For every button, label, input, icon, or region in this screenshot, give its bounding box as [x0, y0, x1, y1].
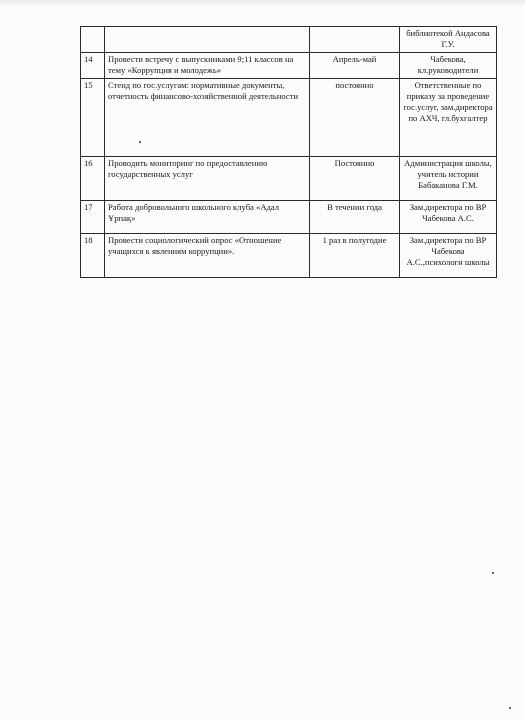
event-description: Работа добровольного школьного клуба «Адал Ұрпақ» — [105, 201, 310, 234]
table-row — [81, 201, 497, 234]
table-row — [81, 27, 497, 53]
event-term: 1 раз в полугодие — [310, 234, 400, 278]
table-row — [81, 79, 497, 157]
event-responsible: Зам.директора по ВР Чабекова А.С.,психологи школы — [400, 234, 497, 278]
scan-speck — [509, 707, 511, 709]
event-description: Провести встречу с выпускниками 9;11 классов на тему «Коррупция и молодежь» — [105, 53, 310, 79]
event-description — [105, 27, 310, 53]
event-term: постоянно — [310, 79, 400, 157]
event-responsible: Администрация школы, учитель истории Бабаканова Г.М. — [400, 157, 497, 201]
event-description: Стенд по гос.услугам: нормативные документы, отчетность финансово-хозяйственной деятельности — [105, 79, 310, 157]
event-term: Апрель-май — [310, 53, 400, 79]
event-description: Провести социологический опрос «Отношение учащихся к явлениям коррупции». — [105, 234, 310, 278]
event-responsible: библиотекой Андасова Г.У. — [400, 27, 497, 53]
event-responsible: Зам.директора по ВР Чабекова А.С. — [400, 201, 497, 234]
table-row — [81, 157, 497, 201]
row-number: 15 — [81, 79, 105, 157]
row-number: 16 — [81, 157, 105, 201]
row-number: 17 — [81, 201, 105, 234]
event-term — [310, 27, 400, 53]
scan-speck — [139, 141, 141, 143]
event-responsible: Ответственные по приказу за проведение гос.услуг, зам.директора по АХЧ, гл.бухгалтер — [400, 79, 497, 157]
event-description: Проводить мониторинг по предоставлению государственных услуг — [105, 157, 310, 201]
table-row — [81, 234, 497, 278]
event-term: Постоянно — [310, 157, 400, 201]
row-number: 18 — [81, 234, 105, 278]
row-number: 14 — [81, 53, 105, 79]
table-row — [81, 53, 497, 79]
anti-corruption-plan-table — [80, 26, 497, 278]
scan-speck — [492, 572, 494, 574]
row-number — [81, 27, 105, 53]
event-responsible: Чабекова, кл.руководители — [400, 53, 497, 79]
scan-top-edge — [0, 0, 525, 6]
event-term: В течении года — [310, 201, 400, 234]
